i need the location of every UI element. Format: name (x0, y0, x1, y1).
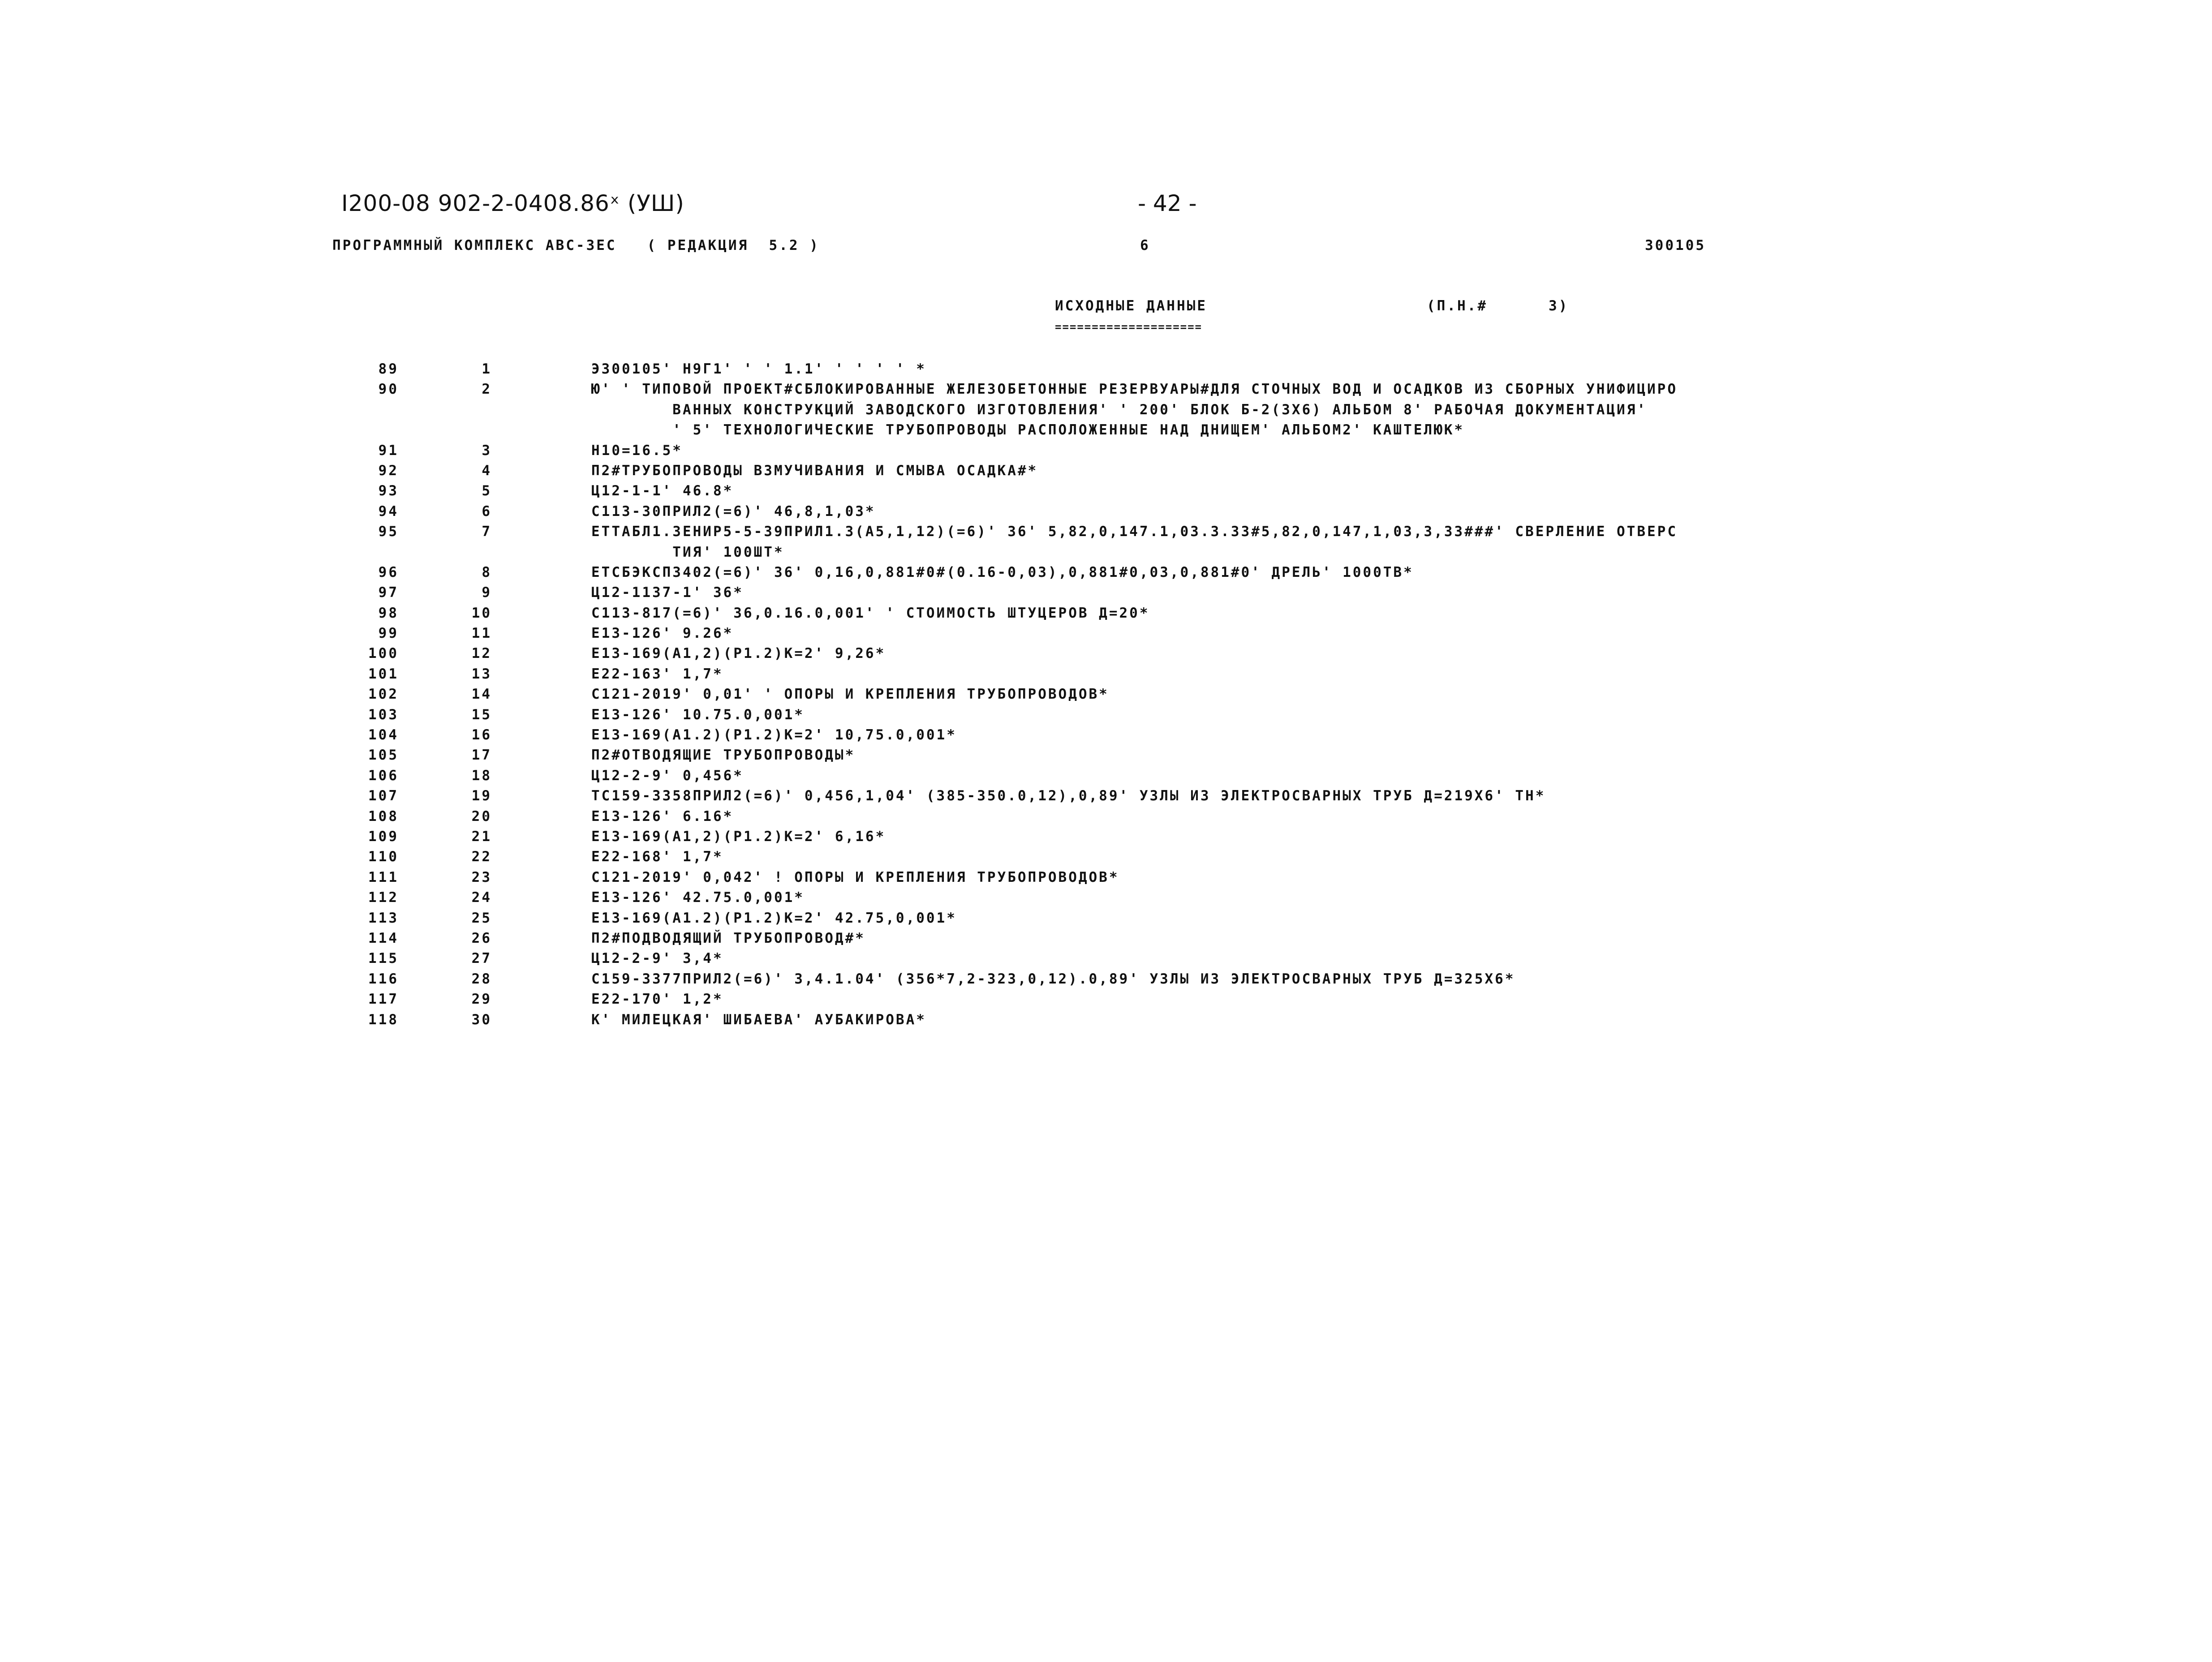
row-text: ТС159-3358ПРИЛ2(=6)' 0,456,1,04' (385-350.0,12),0,89' УЗЛЫ ИЗ ЭЛЕКТРОСВАРНЫХ ТРУБ Д=219Х6' ТН* (591, 788, 1546, 804)
listing-row (0, 808, 2212, 829)
document-number: 300105 (1645, 237, 1706, 253)
row-line-number: 8 (482, 564, 492, 580)
listing-row (0, 422, 2212, 442)
row-text: Ц12-1137-1' 36* (591, 584, 744, 601)
row-text: Ю' ' ТИПОВОЙ ПРОЕКТ#СБЛОКИРОВАННЫЕ ЖЕЛЕЗОБЕТОННЫЕ РЕЗЕРВУАРЫ#ДЛЯ СТОЧНЫХ ВОД И ОСАДКОВ ИЗ СБОРНЫХ УНИФИЦИРО (591, 381, 1678, 398)
listing-row (0, 605, 2212, 625)
row-text: ВАННЫХ КОНСТРУКЦИЙ ЗАВОДСКОГО ИЗГОТОВЛЕНИЯ' ' 200' БЛОК Б-2(3Х6) АЛЬБОМ 8' РАБОЧАЯ ДОКУМЕНТАЦИЯ' (591, 401, 1648, 418)
row-sequence-number: 92 (378, 462, 399, 479)
row-line-number: 30 (471, 1011, 492, 1028)
row-line-number: 14 (471, 686, 492, 703)
listing-row (0, 889, 2212, 910)
row-line-number: 28 (471, 971, 492, 987)
row-text: С121-2019' 0,01' ' ОПОРЫ И КРЕПЛЕНИЯ ТРУБОПРОВОДОВ* (591, 686, 1109, 703)
listing-row (0, 402, 2212, 422)
row-sequence-number: 101 (368, 666, 399, 682)
listing-row (0, 707, 2212, 727)
row-sequence-number: 108 (368, 808, 399, 825)
section-pn: (П.Н.# 3) (1427, 298, 1569, 314)
row-text: Е13-169(А1.2)(Р1.2)К=2' 42.75,0,001* (591, 910, 957, 926)
listing-row (0, 503, 2212, 524)
row-sequence-number: 94 (378, 503, 399, 520)
row-text: ' 5' ТЕХНОЛОГИЧЕСКИЕ ТРУБОПРОВОДЫ РАСПОЛОЖЕННЫЕ НАД ДНИЩЕМ' АЛЬБОМ2' КАШТЕЛЮК* (591, 422, 1465, 438)
row-sequence-number: 89 (378, 361, 399, 377)
section-title: ИСХОДНЫЕ ДАННЫЕ (1055, 298, 1207, 314)
listing-row (0, 950, 2212, 971)
row-line-number: 13 (471, 666, 492, 682)
row-sequence-number: 97 (378, 584, 399, 601)
listing-row (0, 971, 2212, 991)
row-text: Э300105' Н9Г1' ' ' 1.1' ' ' ' ' * (591, 361, 926, 377)
row-text: ТИЯ' 100ШТ* (591, 544, 784, 560)
row-sequence-number: 90 (378, 381, 399, 398)
row-text: П2#ОТВОДЯЩИЕ ТРУБОПРОВОДЫ* (591, 747, 856, 764)
listing-row (0, 727, 2212, 747)
row-text: ЕТСБЭКСП3402(=6)' 36' 0,16,0,881#0#(0.16-0,03),0,881#0,03,0,881#0' ДРЕЛЬ' 1000ТВ* (591, 564, 1414, 580)
row-sequence-number: 106 (368, 767, 399, 784)
page-number: - 42 - (1138, 190, 1197, 216)
row-text: Е13-169(А1,2)(Р1.2)К=2' 6,16* (591, 828, 886, 845)
row-sequence-number: 102 (368, 686, 399, 703)
listing-row (0, 381, 2212, 401)
row-line-number: 27 (471, 950, 492, 967)
row-sequence-number: 115 (368, 950, 399, 967)
row-text: Е13-169(А1.2)(Р1.2)К=2' 10,75.0,001* (591, 727, 957, 743)
row-text: К' МИЛЕЦКАЯ' ШИБАЕВА' АУБАКИРОВА* (591, 1011, 926, 1028)
row-line-number: 22 (471, 849, 492, 865)
row-line-number: 21 (471, 828, 492, 845)
listing-row (0, 686, 2212, 706)
row-sequence-number: 105 (368, 747, 399, 764)
listing-row (0, 930, 2212, 950)
row-text: С121-2019' 0,042' ! ОПОРЫ И КРЕПЛЕНИЯ ТРУБОПРОВОДОВ* (591, 869, 1119, 885)
row-line-number: 26 (471, 930, 492, 946)
row-sequence-number: 113 (368, 910, 399, 926)
row-text: Ц12-1-1' 46.8* (591, 483, 734, 499)
row-line-number: 11 (471, 625, 492, 642)
row-text: Е13-169(А1,2)(Р1.2)К=2' 9,26* (591, 645, 886, 662)
row-text: Е13-126' 6.16* (591, 808, 734, 825)
row-sequence-number: 109 (368, 828, 399, 845)
row-text: Н10=16.5* (591, 442, 683, 459)
row-sequence-number: 110 (368, 849, 399, 865)
row-text: С113-30ПРИЛ2(=6)' 46,8,1,03* (591, 503, 876, 520)
listing-row (0, 645, 2212, 666)
row-line-number: 4 (482, 462, 492, 479)
row-line-number: 15 (471, 706, 492, 723)
listing-row (0, 829, 2212, 849)
row-text: Е22-163' 1,7* (591, 666, 723, 682)
row-line-number: 3 (482, 442, 492, 459)
row-sequence-number: 118 (368, 1011, 399, 1028)
listing-row (0, 1012, 2212, 1032)
listing-row (0, 768, 2212, 788)
listing-row (0, 564, 2212, 584)
listing-row (0, 442, 2212, 463)
row-sequence-number: 93 (378, 483, 399, 499)
program-line: ПРОГРАММНЫЙ КОМПЛЕКС АВС-3ЕС ( РЕДАКЦИЯ 5.2 ) (332, 237, 820, 253)
row-sequence-number: 114 (368, 930, 399, 946)
row-text: П2#ТРУБОПРОВОДЫ ВЗМУЧИВАНИЯ И СМЫВА ОСАДКА#* (591, 462, 1038, 479)
document-code: I200-08 902-2-0408.86ˣ (УШ) (341, 190, 684, 216)
row-text: Е13-126' 42.75.0,001* (591, 889, 805, 906)
row-sequence-number: 103 (368, 706, 399, 723)
row-text: Ц12-2-9' 0,456* (591, 767, 744, 784)
listing-row (0, 747, 2212, 767)
row-sequence-number: 100 (368, 645, 399, 662)
row-sequence-number: 99 (378, 625, 399, 642)
row-line-number: 1 (482, 361, 492, 377)
listing-row (0, 625, 2212, 645)
row-text: Е13-126' 9.26* (591, 625, 734, 642)
row-sequence-number: 98 (378, 605, 399, 621)
row-text: С159-3377ПРИЛ2(=6)' 3,4.1.04' (356*7,2-323,0,12).0,89' УЗЛЫ ИЗ ЭЛЕКТРОСВАРНЫХ ТРУБ Д=325Х6* (591, 971, 1515, 987)
listing-row (0, 849, 2212, 869)
row-line-number: 18 (471, 767, 492, 784)
row-line-number: 16 (471, 727, 492, 743)
row-line-number: 9 (482, 584, 492, 601)
row-line-number: 25 (471, 910, 492, 926)
listing-row (0, 524, 2212, 544)
row-sequence-number: 111 (368, 869, 399, 885)
row-sequence-number: 104 (368, 727, 399, 743)
row-line-number: 23 (471, 869, 492, 885)
row-text: ЕТТАБЛ1.3ЕНИР5-5-39ПРИЛ1.3(А5,1,12)(=6)' 36' 5,82,0,147.1,03.3.33#5,82,0,147,1,03,3,33###' СВЕРЛЕНИЕ ОТВЕРС (591, 524, 1678, 540)
row-text: П2#ПОДВОДЯЩИЙ ТРУБОПРОВОД#* (591, 930, 865, 946)
data-listing (0, 361, 2212, 1032)
row-line-number: 7 (482, 524, 492, 540)
listing-row (0, 584, 2212, 605)
listing-row (0, 666, 2212, 686)
row-text: С113-817(=6)' 36,0.16.0,001' ' СТОИМОСТЬ ШТУЦЕРОВ Д=20* (591, 605, 1150, 621)
listing-row (0, 463, 2212, 483)
listing-row (0, 910, 2212, 930)
row-line-number: 24 (471, 889, 492, 906)
listing-row (0, 869, 2212, 889)
listing-row (0, 483, 2212, 503)
row-sequence-number: 117 (368, 991, 399, 1008)
row-sequence-number: 112 (368, 889, 399, 906)
sheet-number: 6 (1140, 237, 1150, 253)
row-line-number: 17 (471, 747, 492, 764)
listing-row (0, 991, 2212, 1011)
row-sequence-number: 96 (378, 564, 399, 580)
row-line-number: 5 (482, 483, 492, 499)
row-line-number: 29 (471, 991, 492, 1008)
row-line-number: 20 (471, 808, 492, 825)
row-sequence-number: 116 (368, 971, 399, 987)
row-line-number: 6 (482, 503, 492, 520)
row-text: Ц12-2-9' 3,4* (591, 950, 723, 967)
row-sequence-number: 91 (378, 442, 399, 459)
row-line-number: 12 (471, 645, 492, 662)
row-sequence-number: 95 (378, 524, 399, 540)
row-sequence-number: 107 (368, 788, 399, 804)
row-line-number: 10 (471, 605, 492, 621)
section-title-underline: ==================== (1055, 321, 1202, 333)
listing-row (0, 361, 2212, 381)
row-text: Е13-126' 10.75.0,001* (591, 706, 805, 723)
row-text: Е22-170' 1,2* (591, 991, 723, 1008)
listing-row (0, 544, 2212, 564)
listing-row (0, 788, 2212, 808)
row-line-number: 19 (471, 788, 492, 804)
row-text: Е22-168' 1,7* (591, 849, 723, 865)
row-line-number: 2 (482, 381, 492, 398)
